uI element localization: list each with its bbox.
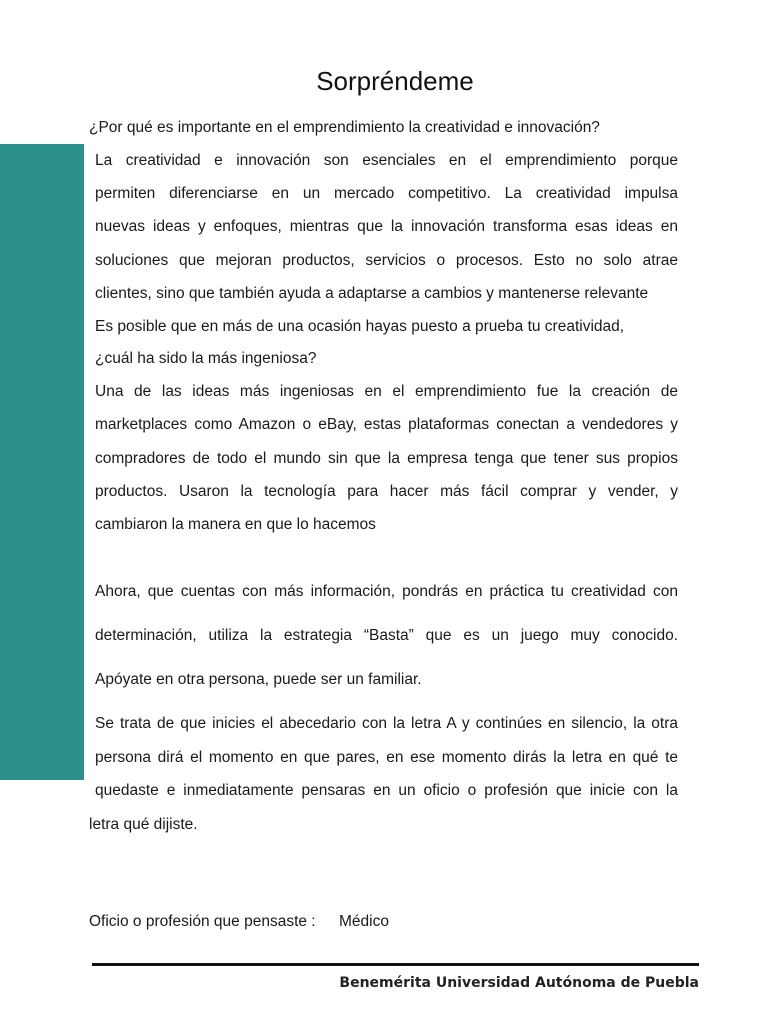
- answer-line-4: soluciones que mejoran productos, servicios o procesos. Esto no solo atrae: [95, 252, 678, 269]
- answer2-line-4: productos. Usaron la tecnología para hacer más fácil comprar y vender, y: [95, 483, 678, 500]
- answer2-line-3: compradores de todo el mundo sin que la empresa tenga que tener sus propios: [95, 450, 678, 467]
- instructions-line-1: Ahora, que cuentas con más información, pondrás en práctica tu creatividad con: [95, 583, 678, 600]
- answer2-line-2: marketplaces como Amazon o eBay, estas plataformas conectan a vendedores y: [95, 416, 678, 433]
- answer-prompt-label: Oficio o profesión que pensaste :: [89, 913, 316, 930]
- instructions-line-3: Apóyate en otra persona, puede ser un familiar.: [95, 671, 422, 688]
- answer-value: Médico: [339, 913, 389, 930]
- decorative-side-bar: [0, 144, 84, 780]
- page-title: Sorpréndeme: [316, 66, 474, 96]
- rules-line-4: letra qué dijiste.: [89, 816, 198, 833]
- footer-institution-name: Benemérita Universidad Autónoma de Puebla: [339, 975, 699, 991]
- rules-line-3: quedaste e inmediatamente pensaras en un oficio o profesión que inicie con la: [95, 782, 678, 799]
- question-importance: ¿Por qué es importante en el emprendimiento la creatividad e innovación?: [89, 119, 600, 136]
- rules-line-2: persona dirá el momento en que pares, en ese momento dirás la letra en qué te: [95, 749, 678, 766]
- instructions-line-2: determinación, utiliza la estrategia “Basta” que es un juego muy conocido.: [95, 627, 678, 644]
- question-ingenious-line-2: ¿cuál ha sido la más ingeniosa?: [95, 350, 317, 367]
- answer2-line-5: cambiaron la manera en que lo hacemos: [95, 516, 376, 533]
- answer2-line-1: Una de las ideas más ingeniosas en el emprendimiento fue la creación de: [95, 383, 678, 400]
- footer-divider: [92, 963, 699, 966]
- rules-line-1: Se trata de que inicies el abecedario con la letra A y continúes en silencio, la otra: [95, 715, 678, 732]
- answer-line-2: permiten diferenciarse en un mercado competitivo. La creatividad impulsa: [95, 185, 678, 202]
- answer-line-5: clientes, sino que también ayuda a adaptarse a cambios y mantenerse relevante: [95, 285, 649, 302]
- question-ingenious-line-1: Es posible que en más de una ocasión hayas puesto a prueba tu creatividad,: [95, 318, 625, 335]
- answer-line-1: La creatividad e innovación son esenciales en el emprendimiento porque: [95, 152, 678, 169]
- answer-line-3: nuevas ideas y enfoques, mientras que la innovación transforma esas ideas en: [95, 218, 678, 235]
